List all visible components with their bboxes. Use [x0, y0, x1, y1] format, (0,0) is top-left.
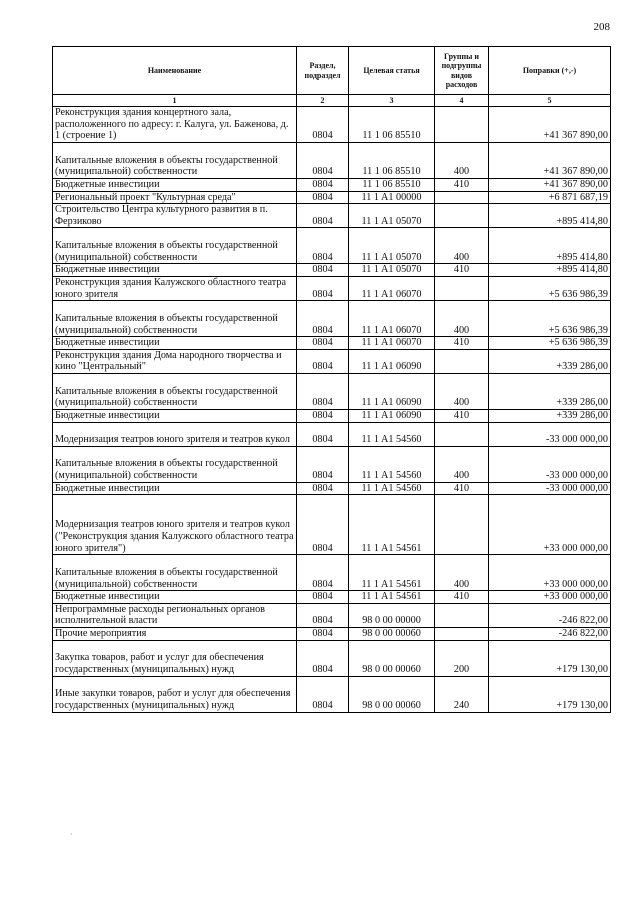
table-row	[53, 446, 611, 482]
table-row	[53, 409, 611, 422]
cell-group: 400	[435, 446, 489, 482]
cell-target: 11 1 A1 54560	[349, 422, 435, 446]
cell-name: Бюджетные инвестиции	[53, 179, 297, 192]
table-row	[53, 179, 611, 192]
cell-target: 98 0 00 00060	[349, 676, 435, 712]
table-row	[53, 640, 611, 676]
cell-group	[435, 204, 489, 228]
table-row	[53, 482, 611, 495]
table-row	[53, 627, 611, 640]
cell-target: 11 1 A1 05070	[349, 204, 435, 228]
cell-group: 400	[435, 143, 489, 179]
cell-name: Капитальные вложения в объекты государственной (муниципальной) собственности	[53, 228, 297, 264]
cell-section: 0804	[297, 276, 349, 300]
table-row	[53, 495, 611, 555]
cell-amount: +33 000 000,00	[489, 495, 611, 555]
cell-section: 0804	[297, 264, 349, 277]
cell-section: 0804	[297, 143, 349, 179]
cell-section: 0804	[297, 591, 349, 604]
budget-amendments-table	[52, 46, 611, 713]
cell-group	[435, 627, 489, 640]
cell-target: 11 1 06 85510	[349, 107, 435, 143]
cell-name: Реконструкция здания концертного зала, расположенного по адресу: г. Калуга, ул. Баженова, д. 1 (строение 1)	[53, 107, 297, 143]
cell-amount: +895 414,80	[489, 204, 611, 228]
cell-amount: +33 000 000,00	[489, 591, 611, 604]
cell-name: Иные закупки товаров, работ и услуг для обеспечения государственных (муниципальных) нужд	[53, 676, 297, 712]
cell-section: 0804	[297, 179, 349, 192]
cell-amount: +339 286,00	[489, 373, 611, 409]
table-row	[53, 422, 611, 446]
cell-amount: +41 367 890,00	[489, 107, 611, 143]
cell-target: 11 1 A1 06070	[349, 276, 435, 300]
table-row	[53, 204, 611, 228]
cell-group: 400	[435, 228, 489, 264]
cell-section: 0804	[297, 446, 349, 482]
cell-name: Бюджетные инвестиции	[53, 264, 297, 277]
table-row	[53, 603, 611, 627]
cell-target: 11 1 A1 06090	[349, 373, 435, 409]
cell-name: Бюджетные инвестиции	[53, 482, 297, 495]
table-row	[53, 337, 611, 350]
cell-group	[435, 107, 489, 143]
cell-amount: +179 130,00	[489, 640, 611, 676]
margin-mark: ·	[70, 830, 73, 839]
table-row	[53, 373, 611, 409]
table-row	[53, 555, 611, 591]
cell-group	[435, 603, 489, 627]
header-section: Раздел, подраздел	[297, 47, 349, 95]
cell-target: 11 1 A1 54561	[349, 495, 435, 555]
cell-section: 0804	[297, 555, 349, 591]
cell-target: 11 1 A1 06090	[349, 349, 435, 373]
cell-amount: -33 000 000,00	[489, 422, 611, 446]
table-row	[53, 301, 611, 337]
cell-group: 410	[435, 591, 489, 604]
cell-section: 0804	[297, 349, 349, 373]
cell-target: 11 1 A1 05070	[349, 228, 435, 264]
header-name: Наименование	[53, 47, 297, 95]
cell-section: 0804	[297, 627, 349, 640]
cell-name: Строительство Центра культурного развития в п. Ферзиково	[53, 204, 297, 228]
cell-target: 11 1 A1 05070	[349, 264, 435, 277]
cell-name: Бюджетные инвестиции	[53, 337, 297, 350]
cell-name: Капитальные вложения в объекты государственной (муниципальной) собственности	[53, 373, 297, 409]
cell-section: 0804	[297, 228, 349, 264]
cell-group: 240	[435, 676, 489, 712]
cell-group: 410	[435, 179, 489, 192]
cell-name: Бюджетные инвестиции	[53, 409, 297, 422]
table-row	[53, 276, 611, 300]
table-body	[53, 107, 611, 713]
cell-name: Региональный проект "Культурная среда"	[53, 191, 297, 204]
cell-amount: +41 367 890,00	[489, 143, 611, 179]
column-number-row	[53, 95, 611, 107]
cell-amount: +895 414,80	[489, 228, 611, 264]
cell-name: Прочие мероприятия	[53, 627, 297, 640]
cell-amount: +41 367 890,00	[489, 179, 611, 192]
cell-group	[435, 349, 489, 373]
cell-name: Модернизация театров юного зрителя и театров кукол ("Реконструкция здания Калужского областного театра юного зрителя")	[53, 495, 297, 555]
cell-target: 11 1 A1 54561	[349, 591, 435, 604]
cell-section: 0804	[297, 640, 349, 676]
cell-amount: +6 871 687,19	[489, 191, 611, 204]
cell-group	[435, 422, 489, 446]
cell-name: Капитальные вложения в объекты государственной (муниципальной) собственности	[53, 555, 297, 591]
cell-name: Модернизация театров юного зрителя и театров кукол	[53, 422, 297, 446]
cell-target: 11 1 A1 06070	[349, 301, 435, 337]
cell-amount: -246 822,00	[489, 603, 611, 627]
cell-name: Бюджетные инвестиции	[53, 591, 297, 604]
cell-section: 0804	[297, 107, 349, 143]
table-row	[53, 349, 611, 373]
cell-section: 0804	[297, 191, 349, 204]
table-row	[53, 191, 611, 204]
cell-target: 98 0 00 00000	[349, 603, 435, 627]
cell-section: 0804	[297, 301, 349, 337]
cell-amount: +33 000 000,00	[489, 555, 611, 591]
header-amount: Поправки (+,-)	[489, 47, 611, 95]
table-row	[53, 264, 611, 277]
cell-amount: +339 286,00	[489, 409, 611, 422]
cell-target: 11 1 06 85510	[349, 179, 435, 192]
cell-section: 0804	[297, 373, 349, 409]
cell-amount: +895 414,80	[489, 264, 611, 277]
column-number: 3	[349, 95, 435, 107]
cell-section: 0804	[297, 337, 349, 350]
cell-section: 0804	[297, 409, 349, 422]
page-number: 208	[593, 21, 610, 33]
cell-group: 400	[435, 301, 489, 337]
cell-name: Капитальные вложения в объекты государственной (муниципальной) собственности	[53, 446, 297, 482]
cell-group	[435, 495, 489, 555]
column-number: 5	[489, 95, 611, 107]
cell-name: Капитальные вложения в объекты государственной (муниципальной) собственности	[53, 143, 297, 179]
cell-target: 11 1 A1 54560	[349, 446, 435, 482]
cell-amount: +5 636 986,39	[489, 301, 611, 337]
table-row	[53, 143, 611, 179]
cell-group: 410	[435, 264, 489, 277]
cell-section: 0804	[297, 482, 349, 495]
cell-name: Непрограммные расходы региональных органов исполнительной власти	[53, 603, 297, 627]
cell-amount: +5 636 986,39	[489, 276, 611, 300]
cell-amount: +179 130,00	[489, 676, 611, 712]
cell-target: 98 0 00 00060	[349, 627, 435, 640]
cell-name: Реконструкция здания Дома народного творчества и кино "Центральный"	[53, 349, 297, 373]
cell-name: Реконструкция здания Калужского областного театра юного зрителя	[53, 276, 297, 300]
column-number: 4	[435, 95, 489, 107]
cell-section: 0804	[297, 495, 349, 555]
cell-name: Капитальные вложения в объекты государственной (муниципальной) собственности	[53, 301, 297, 337]
cell-target: 11 1 A1 54561	[349, 555, 435, 591]
cell-section: 0804	[297, 676, 349, 712]
cell-group: 400	[435, 555, 489, 591]
column-number: 1	[53, 95, 297, 107]
table-row	[53, 107, 611, 143]
cell-group	[435, 191, 489, 204]
cell-target: 98 0 00 00060	[349, 640, 435, 676]
header-target: Целевая статья	[349, 47, 435, 95]
column-number: 2	[297, 95, 349, 107]
cell-amount: -33 000 000,00	[489, 482, 611, 495]
cell-amount: -246 822,00	[489, 627, 611, 640]
cell-name: Закупка товаров, работ и услуг для обеспечения государственных (муниципальных) нужд	[53, 640, 297, 676]
cell-section: 0804	[297, 603, 349, 627]
cell-group: 410	[435, 409, 489, 422]
cell-group: 410	[435, 337, 489, 350]
cell-target: 11 1 06 85510	[349, 143, 435, 179]
table-row	[53, 228, 611, 264]
cell-target: 11 1 A1 54560	[349, 482, 435, 495]
cell-amount: -33 000 000,00	[489, 446, 611, 482]
table-row	[53, 591, 611, 604]
cell-section: 0804	[297, 204, 349, 228]
header-group: Группы и подгруппы видов расходов	[435, 47, 489, 95]
cell-target: 11 1 A1 00000	[349, 191, 435, 204]
header-row	[53, 47, 611, 95]
table-row	[53, 676, 611, 712]
cell-target: 11 1 A1 06070	[349, 337, 435, 350]
cell-group: 400	[435, 373, 489, 409]
cell-amount: +5 636 986,39	[489, 337, 611, 350]
cell-amount: +339 286,00	[489, 349, 611, 373]
cell-group	[435, 276, 489, 300]
cell-group: 410	[435, 482, 489, 495]
cell-group: 200	[435, 640, 489, 676]
cell-section: 0804	[297, 422, 349, 446]
cell-target: 11 1 A1 06090	[349, 409, 435, 422]
